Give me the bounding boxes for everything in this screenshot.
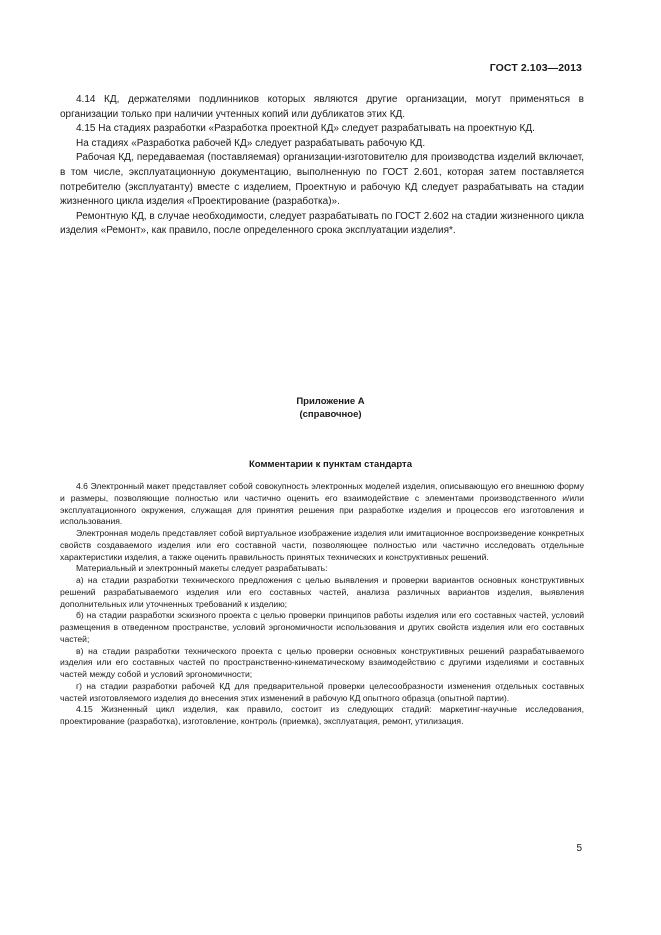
annex-subtitle: (справочное): [299, 409, 362, 420]
comment-item-b: б) на стадии разработки эскизного проекта с целью проверки принципов работы изделия или его составных частей, условий размещения в отведенном пространстве, условий эргономичности использования и других свойств изделия или его составных частей;: [60, 610, 584, 644]
paragraph-4-15: 4.15 На стадиях разработки «Разработка проектной КД» следует разрабатывать на проектную КД.: [76, 123, 535, 135]
paragraph-working-documentation: Рабочая КД, передаваемая (поставляемая) организации-изготовителю для производства изделий включает, в том числе, эксплуатационную документацию, выполненную по ГОСТ 2.601, которая затем поставляется потребителю (эксплуатанту) вместе с изделием, Проектную и рабочую КД следует разрабатывать на стадии жизненного цикла изделия «Проектирование (разработка)».: [60, 152, 584, 208]
comment-mockups-intro: Материальный и электронный макеты следует разрабатывать:: [76, 563, 328, 574]
comment-item-g: г) на стадии разработки рабочей КД для предварительной проверки целесообразности изменения отдельных составных частей изготовляемого изделия до внесения этих изменений в рабочую КД опытного образца (опытной партии).: [60, 680, 584, 703]
document-header: ГОСТ 2.103—2013: [489, 62, 582, 74]
comment-4-6: 4.6 Электронный макет представляет собой совокупность электронных моделей изделия, описывающую его внешнюю форму и размеры, позволяющие полностью или частично оценить его взаимодействие с элементами производственного и/или эксплуатационного окружения, служащая для принятия решения при разработке изделия и процессов его изготовления и использования.: [60, 481, 584, 527]
paragraph-4-14: 4.14 КД, держателями подлинников которых являются другие организации, могут применяться в организации только при наличии учтенных копий или дубликатов этих КД.: [60, 94, 584, 120]
comment-4-15: 4.15 Жизненный цикл изделия, как правило, состоит из следующих стадий: маркетинг-научные исследования, проектирование (разработка), изготовление, контроль (приемка), эксплуатация, ремонт, утилизация.: [60, 704, 584, 726]
paragraph-working-stage: На стадиях «Разработка рабочей КД» следует разрабатывать рабочую КД.: [76, 137, 426, 149]
paragraph-repair-documentation: Ремонтную КД, в случае необходимости, следует разрабатывать по ГОСТ 2.602 на стадии жизненного цикла изделия «Ремонт», как правило, после определенного срока эксплуатации изделия*.: [60, 210, 584, 237]
comment-item-a: а) на стадии разработки технического предложения с целью выявления и проверки вариантов основных конструктивных решений разрабатываемого изделия или его составных частей, анализа различных вариантов изделия, выявления дополнительных или уточненных требований к изделию;: [60, 575, 584, 609]
comment-item-v: в) на стадии разработки технического проекта с целью проверки основных конструктивных решений разрабатываемого изделия или его составных частей по пространственно-кинематическому взаимодействию с другими изделиями и составных частей между собой и условий эргономичности;: [60, 645, 584, 679]
annex-heading: [0, 395, 661, 421]
main-text: [60, 93, 584, 239]
comments-text: [60, 481, 584, 728]
comment-electronic-model: Электронная модель представляет собой виртуальное изображение изделия или имитационное воспроизведение конкретных свойств создаваемого изделия или его составной части, позволяющее полностью или частично исследовать отдельные характеристики изделия, а также оценить правильность принятых технических и конструктивных решений.: [60, 528, 584, 562]
annex-title: Приложение А: [296, 396, 365, 407]
page-number: 5: [576, 843, 582, 854]
comments-title: Комментарии к пунктам стандарта: [248, 459, 412, 470]
